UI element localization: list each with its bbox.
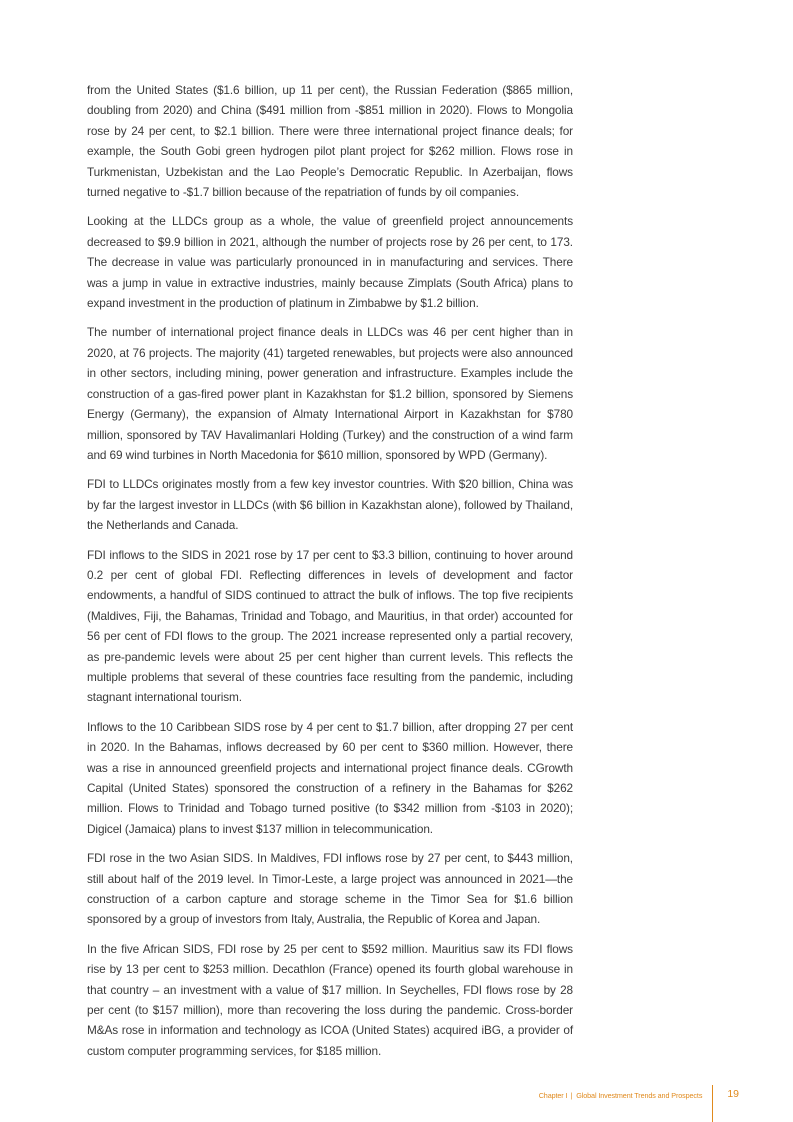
paragraph-5: FDI inflows to the SIDS in 2021 rose by 17 per cent to $3.3 billion, continuing to hover around 0.2 per cent of global FDI. Reflecting differences in levels of development and factor endowments, a handful of SIDS continued to attract the bulk of inflows. The top five recipients (Maldives, Fiji, the Bahamas, Trinidad and Tobago, and Mauritius, in that order) accounted for 56 per cent of FDI flows to the group. The 2021 increase represented only a partial recovery, as pre-pandemic levels were about 25 per cent higher than current levels. This reflects the multiple problems that several of these countries face resulting from the pandemic, including stagnant international tourism. bbox=[87, 547, 573, 705]
paragraph-3: The number of international project finance deals in LLDCs was 46 per cent higher than in 2020, at 76 projects. The majority (41) targeted renewables, but projects were also announced in other sectors, including mining, power generation and infrastructure. Examples include the construction of a gas-fired power plant in Kazakhstan for $1.2 billion, sponsored by Siemens Energy (Germany), the expansion of Almaty International Airport in Kazakhstan for $780 million, sponsored by TAV Havalimanlari Holding (Turkey) and the construction of a wind farm and 69 wind turbines in North Macedonia for $610 million, sponsored by WPD (Germany). bbox=[87, 325, 573, 462]
footer-divider bbox=[712, 1085, 713, 1122]
paragraph-6: Inflows to the 10 Caribbean SIDS rose by 4 per cent to $1.7 billion, after dropping 27 per cent in 2020. In the Bahamas, inflows decreased by 60 per cent to $360 million. However, there was a rise in announced greenfield projects and international project finance deals. CGrowth Capital (United States) sponsored the construction of a refinery in the Bahamas for $262 million. Flows to Trinidad and Tobago turned positive (to $342 million from -$103 in 2020); Digicel (Jamaica) plans to invest $137 million in telecommunication. bbox=[87, 719, 573, 836]
paragraph-8: In the five African SIDS, FDI rose by 25 per cent to $592 million. Mauritius saw its FDI flows rise by 13 per cent to $253 million. Decathlon (France) opened its fourth global warehouse in that country – an investment with a value of $17 million. In Seychelles, FDI flows rose by 28 per cent (to $157 million), more than recovering the loss during the pandemic. Cross-border M&As rose in information and technology as ICOA (United States) acquired iBG, a provider of custom computer programming services, for $185 million. bbox=[87, 941, 573, 1058]
page-number: 19 bbox=[727, 1088, 739, 1100]
footer-separator: | bbox=[570, 1091, 573, 1100]
footer-chapter-label: Chapter I bbox=[538, 1091, 568, 1100]
paragraph-7: FDI rose in the two Asian SIDS. In Maldives, FDI inflows rose by 27 per cent, to $443 million, still about half of the 2019 level. In Timor-Leste, a large project was announced in 2021—the construction of a carbon capture and storage scheme in the Timor Sea for $1.6 billion sponsored by a group of investors from Italy, Australia, the Republic of Korea and Japan. bbox=[87, 851, 573, 927]
paragraph-4: FDI to LLDCs originates mostly from a few key investor countries. With $20 billion, China was by far the largest investor in LLDCs (with $6 billion in Kazakhstan alone), followed by Thailand, the Netherlands and Canada. bbox=[87, 477, 573, 533]
document-body bbox=[87, 80, 573, 1070]
footer-section-title: Global Investment Trends and Prospects bbox=[576, 1091, 703, 1100]
paragraph-2: Looking at the LLDCs group as a whole, the value of greenfield project announcements decreased to $9.9 billion in 2021, although the number of projects rose by 26 per cent, to 173. The decrease in value was particularly pronounced in in manufacturing and services. There was a jump in value in extractive industries, mainly because Zimplats (South Africa) plans to expand investment in the production of platinum in Zimbabwe by $1.2 billion. bbox=[87, 214, 573, 311]
page-footer bbox=[539, 1085, 739, 1122]
paragraph-1: from the United States ($1.6 billion, up 11 per cent), the Russian Federation ($865 million, doubling from 2020) and China ($491 million from -$851 million in 2020). Flows to Mongolia rose by 24 per cent, to $2.1 billion. There were three international project finance deals; for example, the South Gobi green hydrogen pilot plant project for $262 million. Flows rose in Turkmenistan, Uzbekistan and the Lao People’s Democratic Republic. In Azerbaijan, flows turned negative to -$1.7 billion because of the repatriation of funds by oil companies. bbox=[87, 83, 573, 200]
